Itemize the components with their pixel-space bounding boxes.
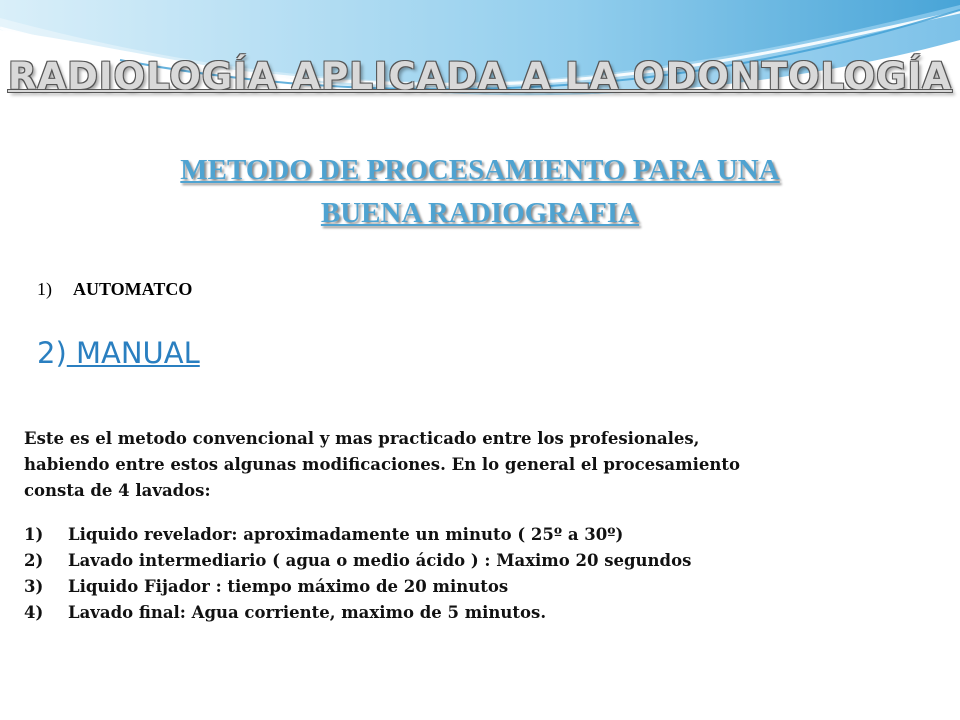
intro-line-3: consta de 4 lavados:	[24, 481, 211, 500]
step-number: 1)	[24, 525, 44, 544]
step-text: Liquido Fijador : tiempo máximo de 20 minutos	[68, 577, 509, 596]
step-item	[24, 600, 924, 626]
step-text: Lavado final: Agua corriente, maximo de 5 minutos.	[68, 603, 547, 622]
step-item	[24, 574, 924, 600]
step-item	[24, 548, 924, 574]
step-item	[24, 522, 924, 548]
method-label: AUTOMATCO	[73, 279, 193, 299]
method-label: MANUAL	[66, 336, 200, 370]
method-number: 1)	[37, 279, 52, 299]
slide-title: RADIOLOGÍA APLICADA A LA ODONTOLOGÍA	[8, 55, 952, 98]
step-text: Liquido revelador: aproximadamente un minuto ( 25º a 30º)	[68, 525, 624, 544]
intro-line-2: habiendo entre estos algunas modificaciones. En lo general el procesamiento	[24, 455, 740, 474]
subtitle-line-1: METODO DE PROCESAMIENTO PARA UNA	[180, 154, 780, 186]
slide-subtitle	[80, 149, 880, 235]
subtitle-line-2: BUENA RADIOGRAFIA	[320, 197, 640, 229]
step-number: 2)	[24, 551, 44, 570]
method-item-manual	[37, 336, 200, 370]
step-number: 3)	[24, 577, 44, 596]
method-item-automatic	[37, 279, 192, 300]
description-block	[24, 426, 924, 626]
step-text: Lavado intermediario ( agua o medio ácido ) : Maximo 20 segundos	[68, 551, 692, 570]
intro-line-1: Este es el metodo convencional y mas practicado entre los profesionales,	[24, 429, 700, 448]
step-number: 4)	[24, 603, 44, 622]
method-number: 2)	[37, 336, 67, 370]
